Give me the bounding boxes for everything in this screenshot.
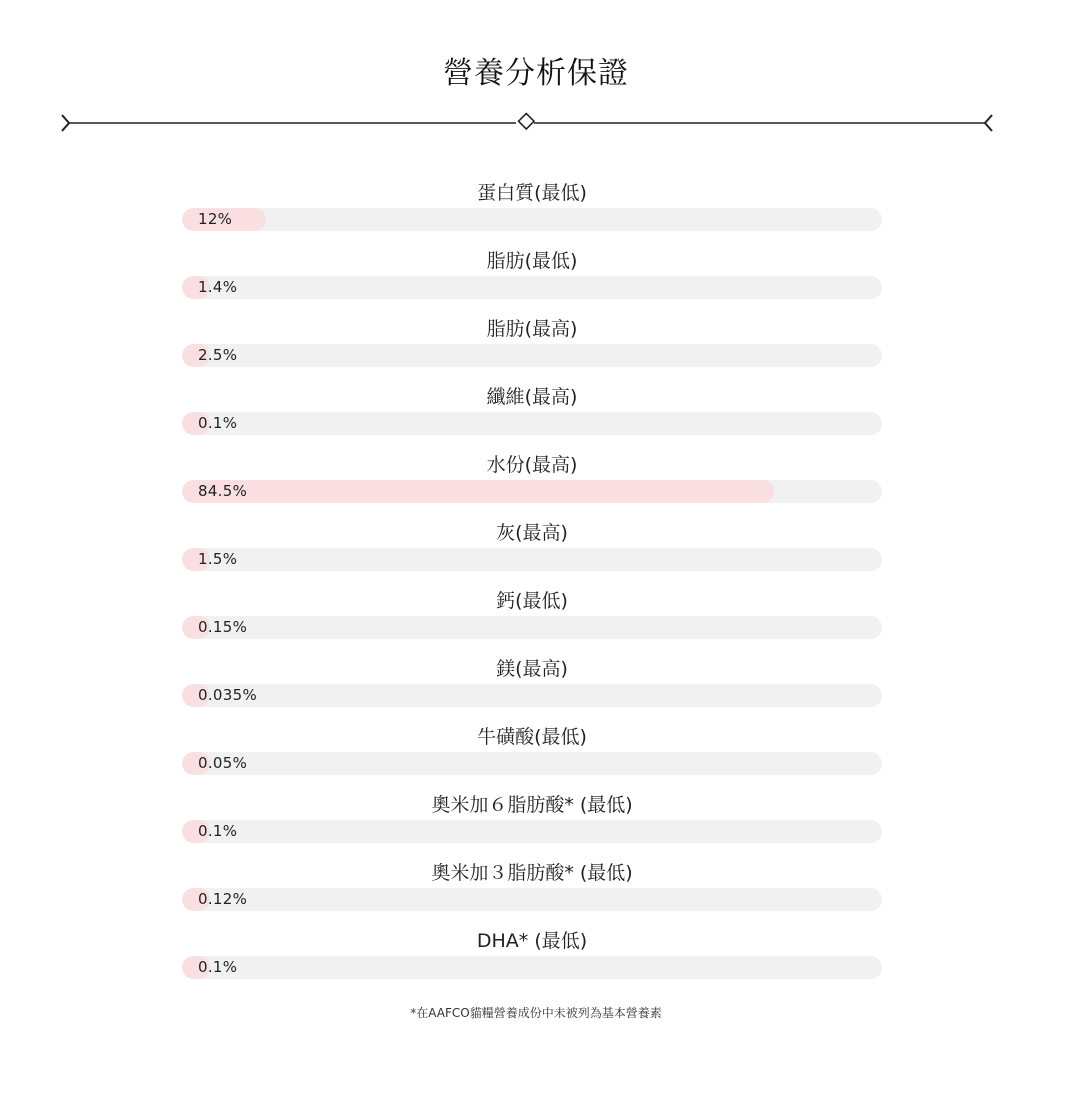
nutrient-value: 1.4% [198,278,238,296]
progress-track [182,276,882,299]
progress-track [182,548,882,571]
nutrient-label: 脂肪(最高) [486,318,578,340]
nutrient-row [182,316,882,384]
nutrient-row [182,384,882,452]
nutrient-label: DHA* (最低) [476,930,588,952]
nutrient-value: 84.5% [198,482,248,500]
progress-track [182,684,882,707]
footnote: *在AAFCO貓糧營養成份中未被列為基本營養素 [410,1006,662,1020]
nutrient-label: 牛磺酸(最低) [477,726,587,748]
nutrient-value: 0.1% [198,958,238,976]
nutrient-label: 蛋白質(最低) [477,182,587,204]
progress-track [182,616,882,639]
nutrient-row [182,248,882,316]
nutrient-row [182,928,882,996]
nutrient-row [182,520,882,588]
nutrient-label: 奧米加６脂肪酸* (最低) [431,794,633,816]
progress-track [182,956,882,979]
nutrient-value: 0.05% [198,754,248,772]
left-arrow-icon [62,115,69,131]
nutrient-row [182,452,882,520]
nutrient-value: 2.5% [198,346,238,364]
nutrient-value: 0.1% [198,414,238,432]
nutrient-row [182,656,882,724]
nutrient-label: 脂肪(最低) [486,250,578,272]
diamond-icon [518,113,534,129]
nutrient-value: 0.15% [198,618,248,636]
progress-track [182,208,882,231]
nutrient-label: 水份(最高) [486,454,578,476]
nutrient-value: 0.1% [198,822,238,840]
nutrient-row [182,588,882,656]
nutrient-label: 鎂(最高) [496,658,568,680]
progress-fill [182,480,774,503]
progress-track [182,820,882,843]
ornamental-divider [58,110,996,136]
nutrient-row [182,860,882,928]
nutrient-row [182,724,882,792]
nutrient-row [182,792,882,860]
nutrient-label: 奧米加３脂肪酸* (最低) [431,862,633,884]
progress-track [182,752,882,775]
nutrient-list [182,180,882,996]
page-title: 營養分析保證 [443,56,629,91]
nutrient-row [182,180,882,248]
nutrient-label: 鈣(最低) [496,590,568,612]
nutrient-value: 0.12% [198,890,248,908]
progress-track [182,412,882,435]
nutrient-label: 纖維(最高) [486,386,578,408]
right-arrow-icon [985,115,992,131]
progress-track [182,480,882,503]
nutrient-label: 灰(最高) [496,522,568,544]
progress-track [182,344,882,367]
nutrient-value: 12% [198,210,233,228]
progress-track [182,888,882,911]
nutrient-value: 1.5% [198,550,238,568]
nutrient-value: 0.035% [198,686,257,704]
